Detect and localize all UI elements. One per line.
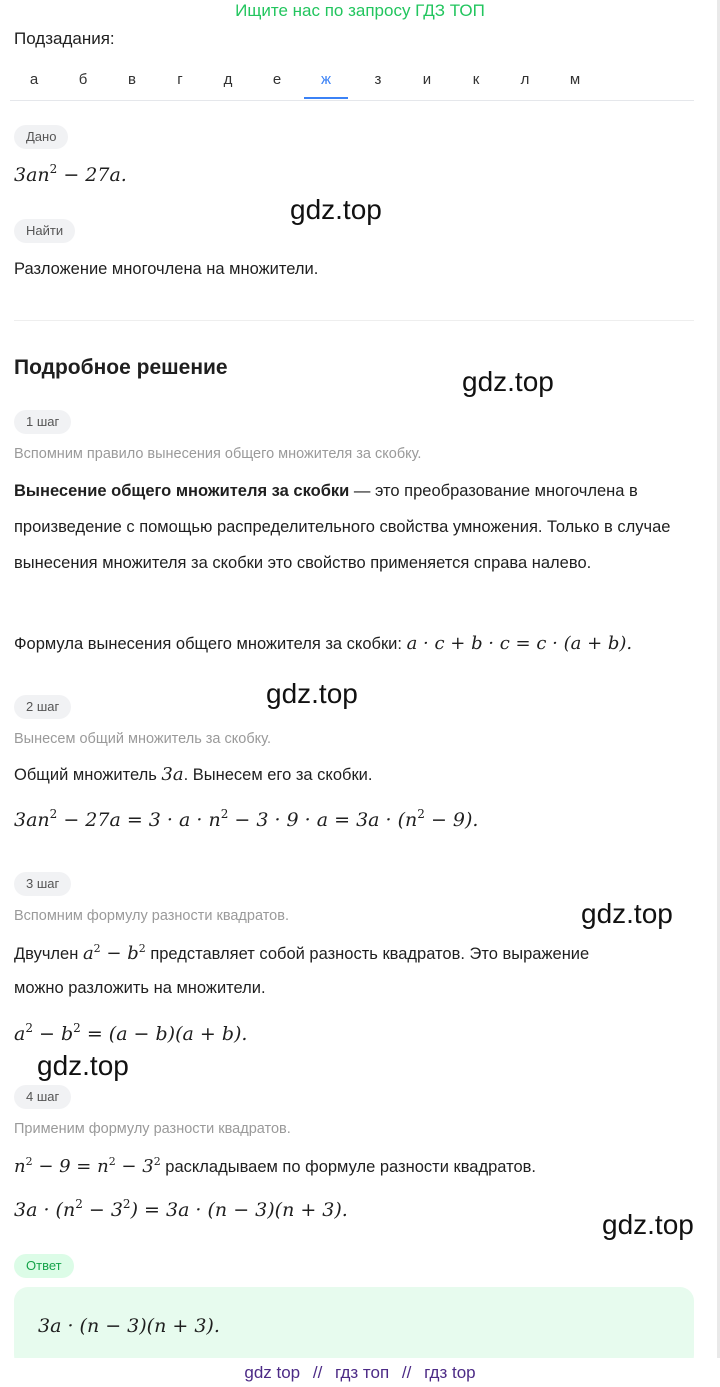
step3-pill: 3 шаг	[14, 872, 71, 896]
step1-paragraph: Вынесение общего множителя за скобки — это преобразование многочлена в произведение с помощью распределительного свойства умножения. Только в случае вынесения множителя за скобки это свойство применяется справа налево.	[14, 482, 671, 572]
top-banner: Ищите нас по запросу ГДЗ ТОП	[235, 1, 485, 20]
watermark: gdz.top	[266, 678, 358, 709]
tab-m[interactable]: м	[569, 71, 581, 88]
tab-g[interactable]: г	[177, 71, 183, 88]
step3-text-line2: можно разложить на множители.	[14, 979, 266, 997]
step4-equation: $3a \cdot (n^2 - 3^2) = 3a \cdot (n - 3)(n + 3)$.	[14, 1197, 348, 1221]
watermark: gdz.top	[581, 898, 673, 929]
tab-v[interactable]: в	[128, 71, 136, 88]
find-pill: Найти	[14, 219, 75, 243]
solution-title: Подробное решение	[14, 356, 228, 379]
watermark: gdz.top	[462, 366, 554, 397]
footer-link-gdz-top-mixed[interactable]: гдз top	[424, 1363, 476, 1382]
step1-pill: 1 шаг	[14, 410, 71, 434]
tab-b[interactable]: б	[78, 71, 88, 88]
step4-text: $n^2 - 9 = n^2 - 3^2$ раскладываем по формуле разности квадратов.	[14, 1155, 536, 1177]
section-divider	[14, 320, 694, 321]
footer-separator: //	[312, 1363, 323, 1382]
find-text: Разложение многочлена на множители.	[14, 260, 319, 278]
given-expression: $3an^2 - 27a$.	[14, 162, 127, 186]
tab-l[interactable]: л	[520, 71, 530, 88]
subtasks-label: Подзадания:	[14, 29, 115, 48]
step2-equation: $3an^2 - 27a = 3 \cdot a \cdot n^2 - 3 \cdot 9 \cdot a = 3a \cdot (n^2 - 9)$.	[14, 807, 479, 831]
step1-hint: Вспомним правило вынесения общего множителя за скобку.	[14, 446, 422, 462]
footer-separator: //	[401, 1363, 412, 1382]
watermark: gdz.top	[290, 194, 382, 225]
step3-equation: $a^2 - b^2 = (a - b)(a + b)$.	[14, 1021, 248, 1045]
tab-zh-active[interactable]: ж	[304, 66, 348, 99]
step1-bold-term: Вынесение общего множителя за скобки	[14, 482, 350, 500]
footer-links	[0, 1358, 720, 1387]
subtask-tabs	[10, 66, 694, 101]
step3-hint: Вспомним формулу разности квадратов.	[14, 908, 289, 924]
footer-link-gdz-top[interactable]: gdz top	[244, 1363, 301, 1382]
tab-z[interactable]: з	[374, 71, 382, 88]
answer-expression: 3a · (n − 3)(n + 3).	[38, 1315, 220, 1337]
tab-d[interactable]: д	[223, 71, 233, 88]
answer-box	[14, 1287, 694, 1369]
watermark: gdz.top	[37, 1050, 129, 1081]
answer-pill: Ответ	[14, 1254, 74, 1278]
step2-text: Общий множитель 3a. Вынесем его за скобки.	[14, 764, 373, 785]
step2-hint: Вынесем общий множитель за скобку.	[14, 731, 271, 747]
tab-a[interactable]: а	[29, 71, 39, 88]
watermark: gdz.top	[602, 1209, 694, 1240]
tab-e[interactable]: е	[272, 71, 282, 88]
footer-link-gdz-top-ru[interactable]: гдз топ	[335, 1363, 390, 1382]
step2-pill: 2 шаг	[14, 695, 71, 719]
step4-hint: Применим формулу разности квадратов.	[14, 1121, 291, 1137]
given-pill: Дано	[14, 125, 68, 149]
step3-text-line1: Двучлен $a^2 - b^2$ представляет собой разность квадратов. Это выражение	[14, 942, 590, 964]
tab-k[interactable]: к	[472, 71, 480, 88]
step4-pill: 4 шаг	[14, 1085, 71, 1109]
tab-i[interactable]: и	[422, 71, 432, 88]
step1-formula: Формула вынесения общего множителя за скобки: a · c + b · c = c · (a + b).	[14, 633, 633, 654]
